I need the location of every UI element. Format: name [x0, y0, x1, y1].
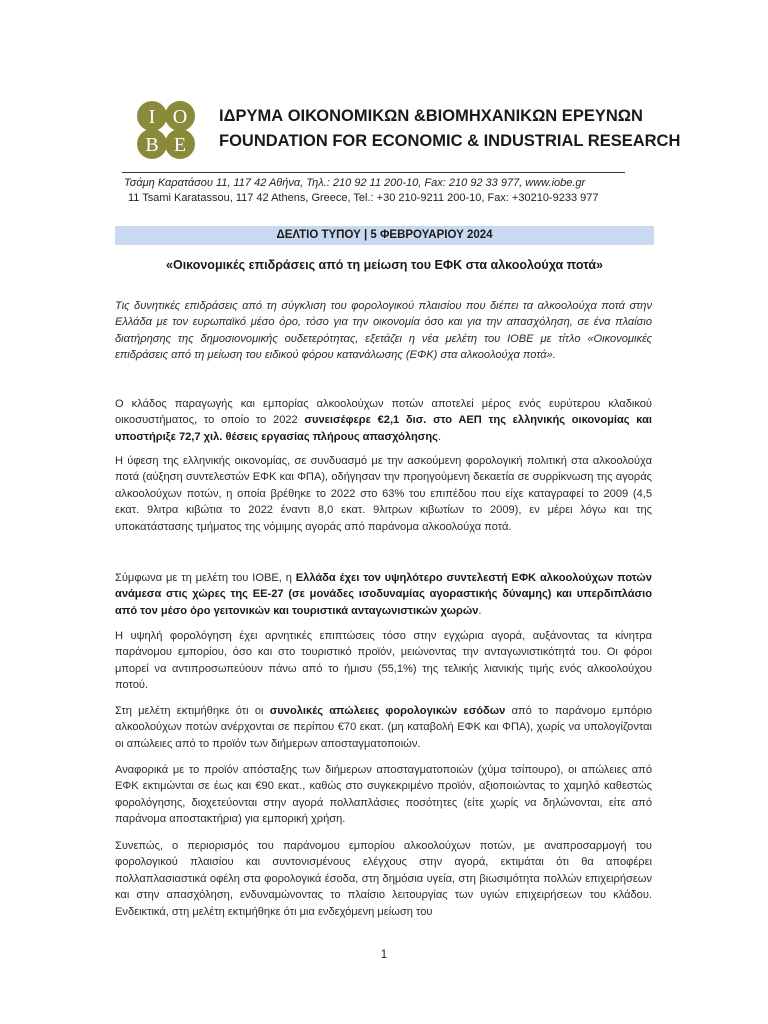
- paragraph-4: Η υψηλή φορολόγηση έχει αρνητικές επιπτώσεις τόσο στην εγχώρια αγορά, αυξάνοντας τα κίνητρα παράνομου εμπορίου, όσο και στο τουριστικό προϊόν, μειώνοντας την ανταγωνιστικότητά του. Οι φόροι μπορεί να αντιπροσωπεύουν πάνω από το ήμισυ (55,1%) της τελικής λιανικής τιμής ενός αλκοολούχου ποτού.: [115, 630, 652, 692]
- paragraph-1: [115, 396, 652, 445]
- p1-text-c: .: [437, 430, 442, 443]
- document-title: «Οικονομικές επιδράσεις από τη μείωση του ΕΦΚ στα αλκοολούχα ποτά»: [166, 258, 603, 272]
- header-divider: [122, 172, 625, 173]
- paragraph-7: Συνεπώς, ο περιορισμός του παράνομου εμπορίου αλκοολούχων ποτών, με αναπροσαρμογή του φορολογικού πλαισίου και συντονισμένους ελέγχους στην αγορά, εκτιμάται ότι θα αποφέρει πολλαπλασιαστικά οφέλη στα φορολογικά έσοδα, στη δημόσια υγεία, στη βιωσιμότητα πολλών επιχειρήσεων και στην απασχόληση, ενδυναμώνοντας το πλαίσιο λειτουργίας των υγιών επιχειρήσεων του κλάδου. Ενδεικτικά, στη μελέτη εκτιμήθηκε ότι μια ενδεχόμενη μείωση του: [115, 840, 652, 918]
- press-release-label: ΔΕΛΤΙΟ ΤΥΠΟΥ | 5 ΦΕΒΡΟΥΑΡΙΟΥ 2024: [115, 226, 654, 245]
- p3-text-a: Σύμφωνα με τη μελέτη του ΙΟΒΕ, η: [115, 572, 296, 584]
- p1-text-a: Ο κλάδος παραγωγής και εμπορίας αλκοολούχων ποτών αποτελεί μέρος ενός ευρύτερου κλαδικού οικοσυστήματος, το οποίο το 2022: [115, 398, 652, 427]
- address-greek: [124, 177, 585, 189]
- address-english: 11 Tsami Karatassou, 117 42 Athens, Greece, Tel.: +30 210-9211 200-10, Fax: +30210-9233 977: [128, 192, 599, 204]
- p1-text-bold: συνεισέφερε €2,1 δισ. στο ΑΕΠ της ελληνικής οικονομίας και υποστήριξε 72,7 χιλ. θέσεις εργασίας πλήρους απασχόλησης: [115, 414, 652, 443]
- p5-text-c: από το παράνομο εμπόριο αλκοολούχων ποτών ανέρχονται σε περίπου €70 εκατ. (μη καταβολή ΕΦΚ και ΦΠΑ), χωρίς να υπολογίζονται οι απώλειες από το προϊόν των διήμερων αποσταγματοποιών.: [115, 705, 653, 750]
- svg-text:B: B: [145, 134, 159, 156]
- paragraph-5: [115, 703, 652, 752]
- page-number: 1: [380, 949, 388, 961]
- svg-text:E: E: [173, 134, 187, 156]
- paragraph-6: Αναφορικά με το προϊόν απόσταξης των διήμερων αποσταγματοποιών (χύμα τσίπουρο), οι απώλειες από ΕΦΚ εκτιμώνται σε έως και €90 εκατ., καθώς στο συγκεκριμένο προϊόν, αξιοποιώντας το χαμηλό καθεστώς φορολόγησης, διοχετεύονται στην αγορά πολλαπλάσιες ποσότητες (είτε χωρίς να δηλώνονται, είτε από παράνομα αποστακτήρια) για εμπορική χρήση.: [115, 764, 652, 826]
- svg-text:I: I: [148, 106, 156, 128]
- svg-text:O: O: [172, 106, 188, 128]
- iobe-logo: [135, 99, 197, 161]
- p3-text-c: .: [478, 604, 482, 617]
- intro-paragraph: Τις δυνητικές επιδράσεις από τη σύγκλιση του φορολογικού πλαισίου που διέπει τα αλκοολούχα ποτά στην Ελλάδα με τον ευρωπαϊκό μέσο όρο, τόσο για την οικονομία όσο και για την απασχόληση, σε ένα πλαίσιο διατήρησης της δημοσιονομικής ουδετερότητας, εξετάζει η νέα μελέτη του ΙΟΒΕ με τίτλο «Οικονομικές επιδράσεις από τη μείωση του ειδικού φόρου κατανάλωσης (ΕΦΚ) στα αλκοολούχα ποτά».: [115, 300, 652, 362]
- paragraph-2: Η ύφεση της ελληνικής οικονομίας, σε συνδυασμό με την ασκούμενη φορολογική πολιτική στα αλκοολούχα ποτά (αύξηση συντελεστών ΕΦΚ και ΦΠΑ), οδήγησαν την προηγούμενη δεκαετία σε συρρίκνωση της αγοράς αλκοολούχων ποτών, η οποία βρέθηκε το 2022 στο 63% του επιπέδου που είχε καταγραφεί το 2009 (4,5 εκατ. 9λιτρα κιβώτια το 2022 έναντι 8,0 εκατ. 9λιτρων κιβωτίων το 2009), εν μέρει λόγω και της υποκατάστασης τμήματος της νόμιμης αγοράς από παράνομα αλκοολούχα ποτά.: [115, 455, 652, 533]
- address-greek-text: Τσάμη Καρατάσου 11, 117 42 Αθήνα, Τηλ.: 210 92 11 200-10, Fax: 210 92 33 977,: [124, 177, 526, 189]
- p5-text-bold: συνολικές απώλειες φορολογικών εσόδων: [269, 705, 506, 717]
- org-name-english: FOUNDATION FOR ECONOMIC & INDUSTRIAL RESEARCH: [219, 132, 681, 150]
- org-name-greek: ΙΔΡΥΜΑ ΟΙΚΟΝΟΜΙΚΩΝ &ΒΙΟΜΗΧΑΝΙΚΩΝ ΕΡΕΥΝΩΝ: [219, 107, 643, 125]
- p3-text-bold: Ελλάδα έχει τον υψηλότερο συντελεστή ΕΦΚ αλκοολούχων ποτών ανάμεσα στις χώρες της ΕΕ-27 (σε μονάδες ισοδυναμίας αγοραστικής δύναμης) και υπερδιπλάσιο από τον μέσο όρο γειτονικών και τουριστικά ανταγωνιστικών χωρών: [115, 572, 652, 617]
- website-link[interactable]: www.iobe.gr: [525, 177, 586, 189]
- paragraph-3: [115, 570, 652, 619]
- p5-text-a: Στη μελέτη εκτιμήθηκε ότι οι: [115, 705, 270, 717]
